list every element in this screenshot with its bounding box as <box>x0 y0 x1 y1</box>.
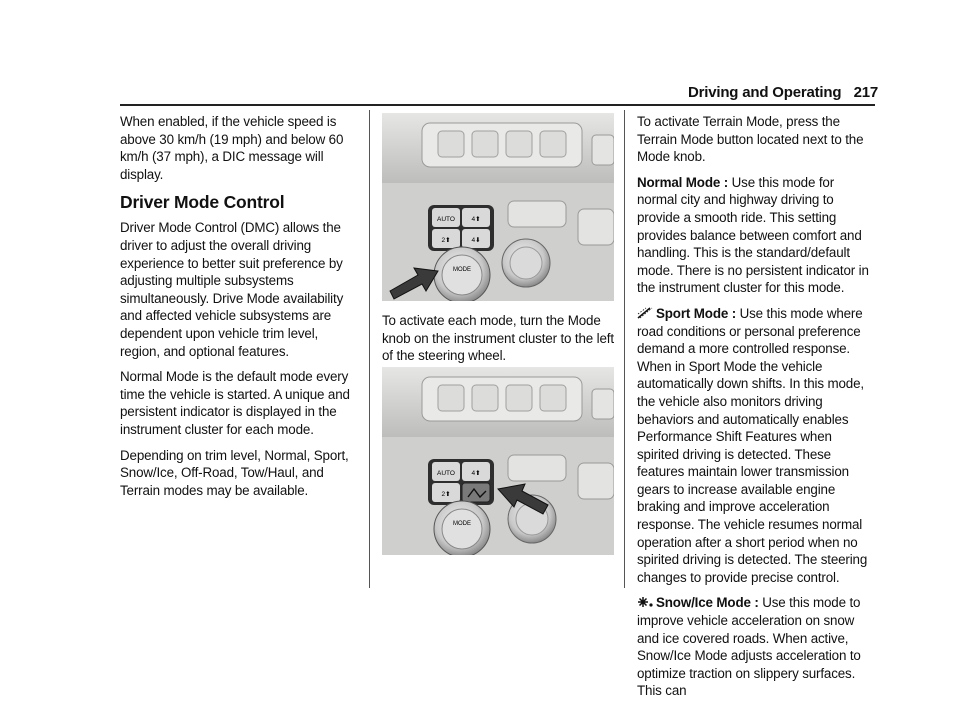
mode-knob-caption: To activate each mode, turn the Mode knob on the instrument cluster to the left of the steering wheel. <box>382 313 614 364</box>
section-heading: Driver Mode Control <box>120 192 285 213</box>
snow-ice-mode-text: Use this mode to improve vehicle acceleration on snow and ice covered roads. When active, Snow/Ice Mode adjusts acceleration to optimize traction on slippery surfaces. This can <box>637 595 861 699</box>
column-divider-right <box>624 110 625 588</box>
page-number: 217 <box>853 84 878 101</box>
paragraph-normal-default: Normal Mode is the default mode every time the vehicle is started. A unique and persistent indicator is displayed in the instrument cluster for each mode. <box>120 369 350 437</box>
mode-knob-illustration <box>382 113 614 301</box>
normal-mode-entry <box>637 174 877 297</box>
column-divider-left <box>369 110 370 588</box>
section-title: Driving and Operating <box>688 84 842 101</box>
sport-mode-icon <box>637 307 653 319</box>
mode-knob-figure <box>382 113 614 301</box>
2h-button-label-2: 2⬆ <box>441 491 451 498</box>
4l-button-label: 4⬇ <box>471 237 481 244</box>
auto-button-label: AUTO <box>437 216 455 223</box>
paragraph-dic-message: When enabled, if the vehicle speed is above 30 km/h (19 mph) and below 60 km/h (37 mph), a DIC message will display. <box>120 114 344 182</box>
snowflake-icon <box>637 596 653 608</box>
column-3 <box>637 113 877 708</box>
normal-mode-text: Use this mode for normal city and highway driving to provide a smooth ride. This setting provides balance between comfort and handling. This is the standard/default mode. There is no persistent indicator in the instrument cluster for this mode. <box>637 174 869 296</box>
sport-mode-text: Use this mode where road conditions or personal preference demand a more controlled response. When in Sport Mode the vehicle automatically down shifts. In this mode, the vehicle also monitors driving behaviors and automatically enables Performance Shift Features when spirited driving is detected. These features maintain lower transmission gears to increase available engine braking and improve acceleration response. The vehicle resumes normal operation after a short period when no spirited driving is detected. The steering changes to provide precise control. <box>637 305 868 585</box>
terrain-button-figure <box>382 367 614 555</box>
paragraph-terrain-activation: To activate Terrain Mode, press the Terrain Mode button located next to the Mode knob. <box>637 114 864 165</box>
auto-button-label-2: AUTO <box>437 470 455 477</box>
4h-button-label-2: 4⬆ <box>471 470 481 477</box>
column-2 <box>382 312 618 373</box>
4h-button-label: 4⬆ <box>471 216 481 223</box>
sport-mode-term: Sport Mode : <box>656 305 737 321</box>
sport-mode-entry <box>637 305 877 587</box>
paragraph-dmc-intro: Driver Mode Control (DMC) allows the driver to adjust the overall driving experience to better suit preference by adjusting multiple subsystems simultaneously. Drive Mode availability and affected vehicle subsystems are dependent upon vehicle trim level, region, and optional features. <box>120 220 344 359</box>
mode-knob-label-2: MODE <box>453 521 471 527</box>
2h-button-label: 2⬆ <box>441 237 451 244</box>
mode-knob-label: MODE <box>453 267 471 273</box>
terrain-button-illustration <box>382 367 614 555</box>
snow-ice-mode-term: Snow/Ice Mode : <box>656 595 759 611</box>
snow-ice-mode-entry <box>637 594 877 700</box>
header-rule <box>120 104 875 106</box>
normal-mode-term: Normal Mode : <box>637 174 729 190</box>
column-1 <box>120 113 360 507</box>
paragraph-available-modes: Depending on trim level, Normal, Sport, Snow/Ice, Off-Road, Tow/Haul, and Terrain modes may be available. <box>120 447 349 498</box>
